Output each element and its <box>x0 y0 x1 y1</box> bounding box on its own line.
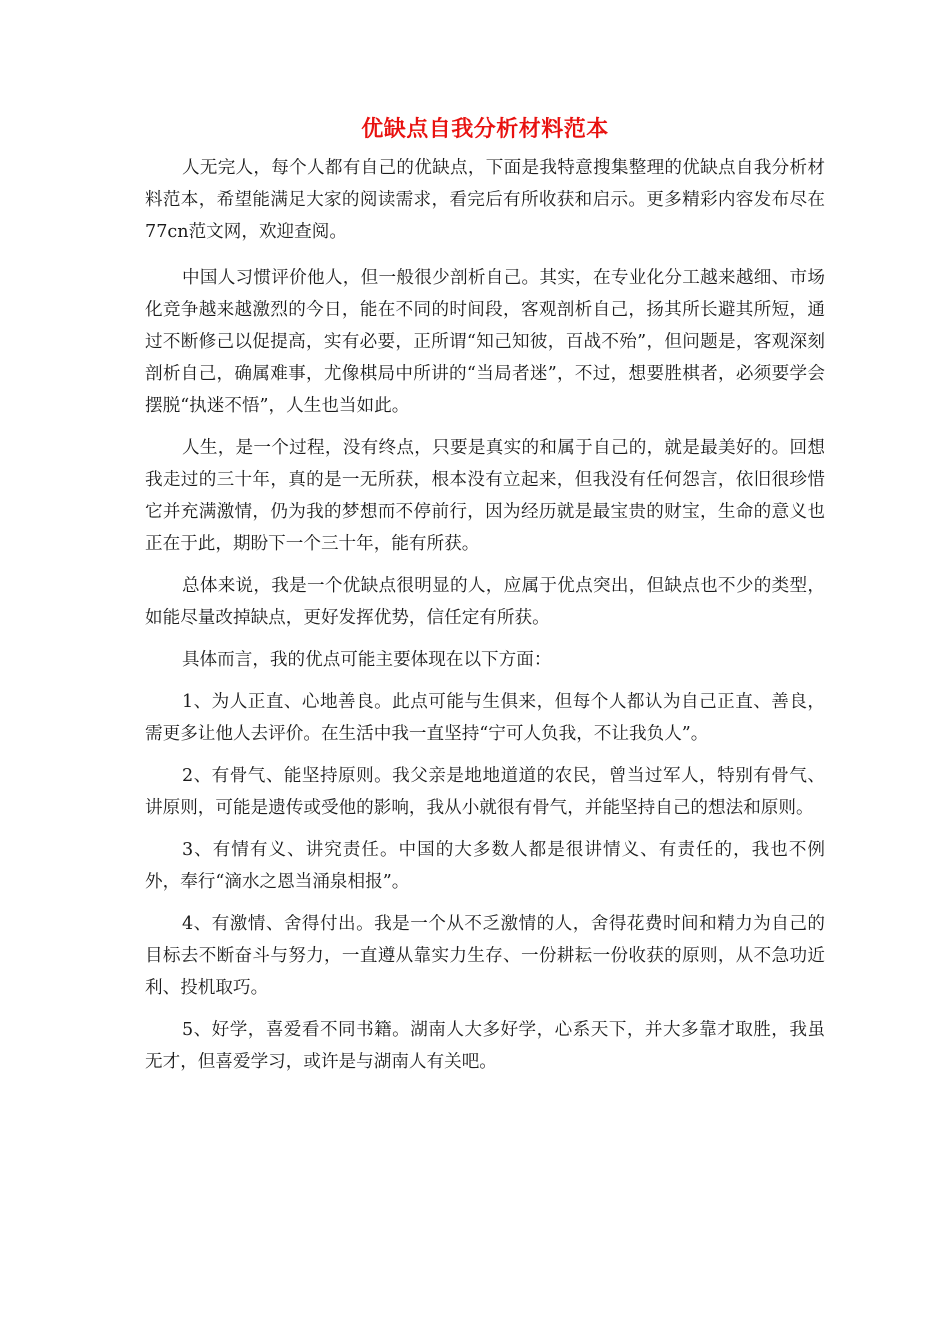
list-item: 5、好学，喜爱看不同书籍。湖南人大多好学，心系天下，并大多靠才取胜，我虽无才，但喜爱学习，或许是与湖南人有关吧。 <box>145 1020 825 1072</box>
list-item: 1、为人正直、心地善良。此点可能与生俱来，但每个人都认为自己正直、善良，需更多让他人去评价。在生活中我一直坚持“宁可人负我，不让我负人”。 <box>145 692 825 744</box>
paragraph: 中国人习惯评价他人，但一般很少剖析自己。其实，在专业化分工越来越细、市场化竞争越来越激烈的今日，能在不同的时间段，客观剖析自己，扬其所长避其所短，通过不断修己以促提高，实有必要，正所谓“知己知彼，百战不殆”，但问题是，客观深刻剖析自己，确属难事，尤像棋局中所讲的“当局者迷”，不过，想要胜棋者，必须要学会摆脱“执迷不悟”，人生也当如此。 <box>145 268 825 416</box>
document-page <box>145 112 825 1088</box>
list-item: 4、有激情、舍得付出。我是一个从不乏激情的人，舍得花费时间和精力为自己的目标去不断奋斗与努力，一直遵从靠实力生存、一份耕耘一份收获的原则，从不急功近利、投机取巧。 <box>145 914 825 998</box>
list-item: 2、有骨气、能坚持原则。我父亲是地地道道的农民，曾当过军人，特别有骨气、讲原则，可能是遗传或受他的影响，我从小就很有骨气，并能坚持自己的想法和原则。 <box>145 766 825 818</box>
paragraph: 人生，是一个过程，没有终点，只要是真实的和属于自己的，就是最美好的。回想我走过的三十年，真的是一无所获，根本没有立起来，但我没有任何怨言，依旧很珍惜它并充满激情，仍为我的梦想而不停前行，因为经历就是最宝贵的财宝，生命的意义也正在于此，期盼下一个三十年，能有所获。 <box>145 438 825 554</box>
document-title: 优缺点自我分析材料范本 <box>361 117 609 142</box>
paragraph-intro: 人无完人，每个人都有自己的优缺点，下面是我特意搜集整理的优缺点自我分析材料范本，希望能满足大家的阅读需求，看完后有所收获和启示。更多精彩内容发布尽在77cn范文网，欢迎查阅。 <box>145 158 825 242</box>
paragraph: 总体来说，我是一个优缺点很明显的人，应属于优点突出，但缺点也不少的类型，如能尽量改掉缺点，更好发挥优势，信任定有所获。 <box>145 576 825 628</box>
paragraph: 具体而言，我的优点可能主要体现在以下方面： <box>181 650 552 670</box>
list-item: 3、有情有义、讲究责任。中国的大多数人都是很讲情义、有责任的，我也不例外，奉行“滴水之恩当涌泉相报”。 <box>145 840 825 892</box>
